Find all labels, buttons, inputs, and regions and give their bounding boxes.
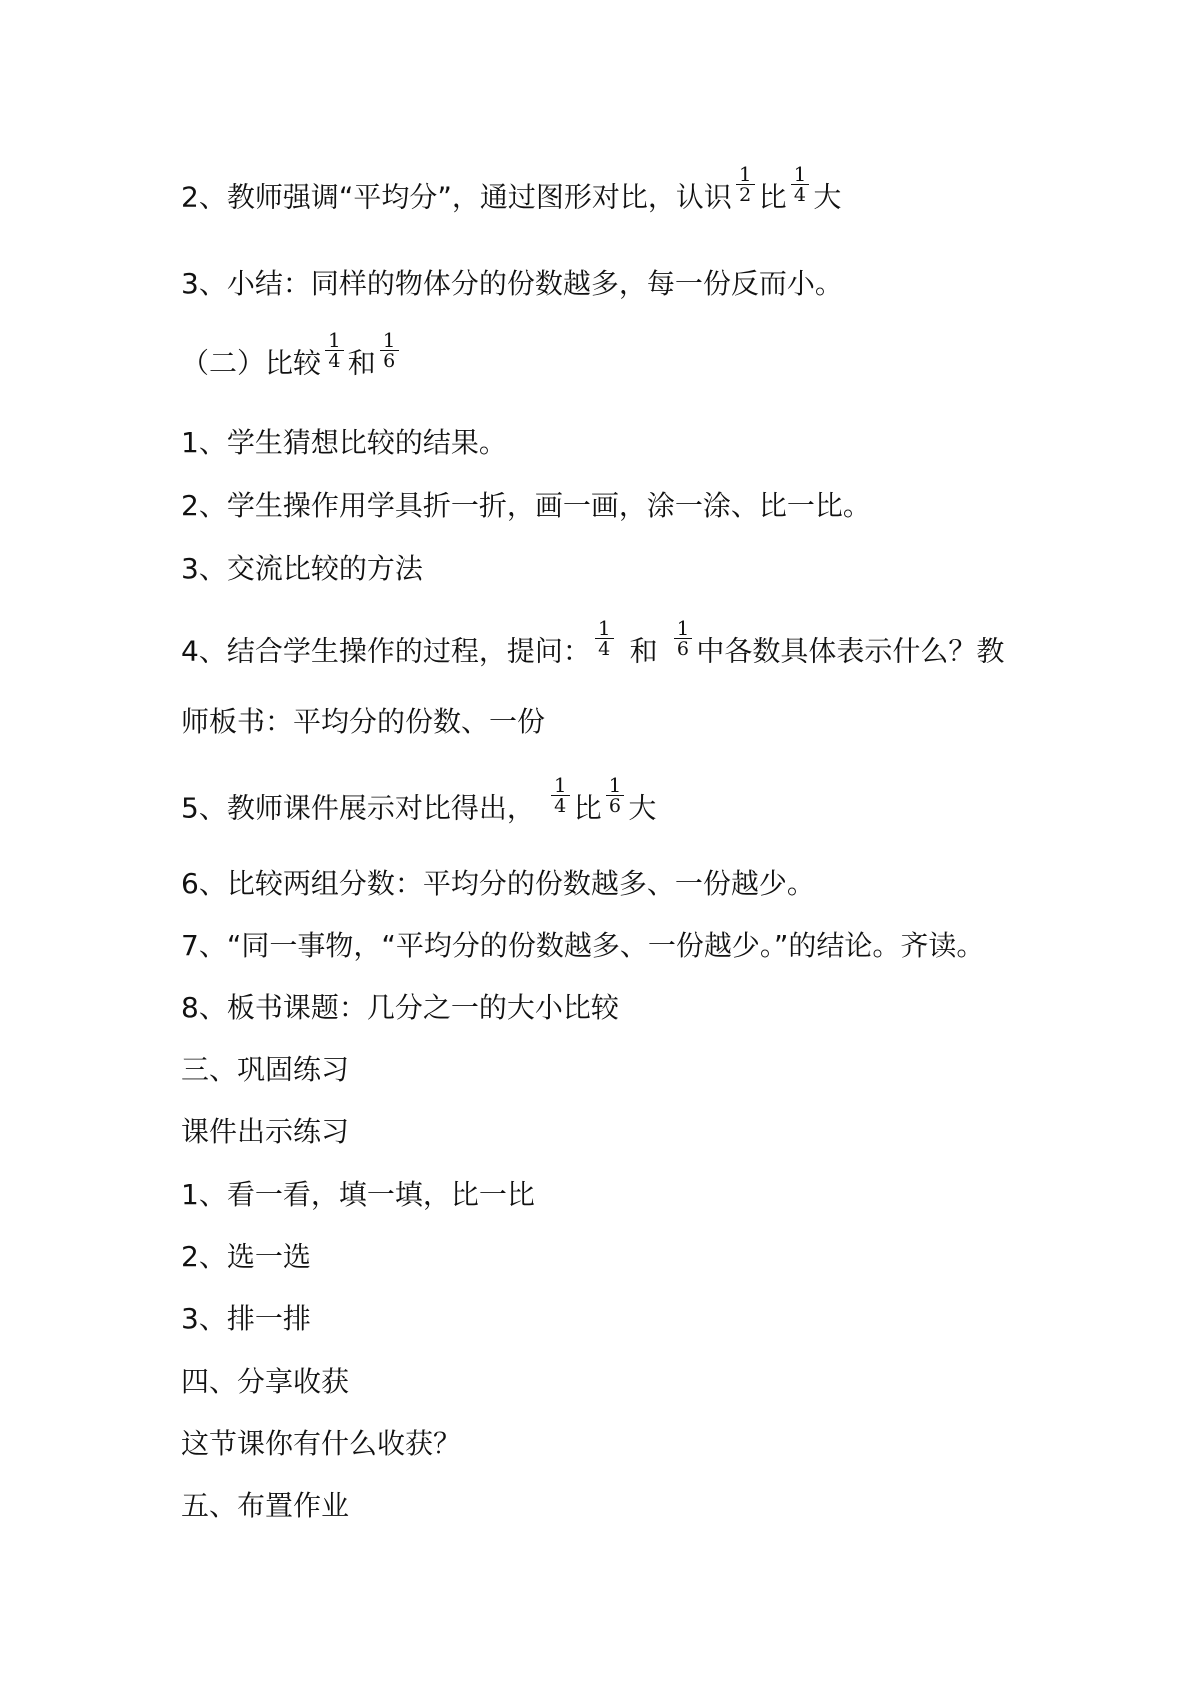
line-text: 和 <box>347 346 376 380</box>
line-exercise-3: 3、排一排 <box>181 1302 311 1335</box>
line-compare-two-groups: 6、比较两组分数：平均分的份数越多、一份越少。 <box>181 867 815 900</box>
fraction-one-sixth <box>674 618 693 659</box>
line-board-writing: 师板书：平均分的份数、一份 <box>181 705 546 738</box>
line-text: 大 <box>813 180 842 214</box>
line-exercise-1: 1、看一看，填一填，比一比 <box>181 1178 535 1211</box>
line-text: （二）比较 <box>181 346 322 380</box>
fraction-numerator: 1 <box>325 330 344 351</box>
fraction-one-quarter <box>595 618 614 659</box>
fraction-denominator: 4 <box>554 795 567 817</box>
fraction-numerator: 1 <box>674 618 693 639</box>
fraction-one-quarter <box>551 775 570 816</box>
heading-share-gains: 四、分享收获 <box>181 1365 350 1398</box>
line-text: 2、教师强调“平均分”，通过图形对比，认识 <box>181 180 732 214</box>
line-text: 比 <box>758 180 787 214</box>
fraction-denominator: 6 <box>608 795 621 817</box>
line-summary: 3、小结：同样的物体分的份数越多，每一份反而小。 <box>181 267 843 300</box>
line-question <box>181 616 1005 673</box>
section-compare-quarter-sixth <box>181 328 403 385</box>
line-text: 中各数具体表示什么？教 <box>696 634 1005 668</box>
fraction-denominator: 2 <box>739 184 752 206</box>
line-courseware-compare <box>181 773 657 830</box>
heading-consolidation: 三、巩固练习 <box>181 1053 350 1086</box>
fraction-numerator: 1 <box>595 618 614 639</box>
line-courseware-exercises: 课件出示练习 <box>181 1115 350 1148</box>
line-conclusion: 7、“同一事物，“平均分的份数越多、一份越少。”的结论。齐读。 <box>181 929 985 962</box>
line-text: 5、教师课件展示对比得出， <box>181 791 535 825</box>
fraction-numerator: 1 <box>791 164 810 185</box>
line-question-gains: 这节课你有什么收获？ <box>181 1427 462 1460</box>
line-exchange-methods: 3、交流比较的方法 <box>181 552 423 585</box>
fraction-numerator: 1 <box>736 164 755 185</box>
fraction-one-half <box>736 164 755 205</box>
line-text: 和 <box>629 634 658 668</box>
line-exercise-2: 2、选一选 <box>181 1240 311 1273</box>
line-student-guess: 1、学生猜想比较的结果。 <box>181 426 507 459</box>
fraction-one-quarter <box>791 164 810 205</box>
heading-homework: 五、布置作业 <box>181 1489 350 1522</box>
fraction-denominator: 6 <box>676 638 689 660</box>
fraction-one-sixth <box>606 775 625 816</box>
fraction-numerator: 1 <box>551 775 570 796</box>
fraction-denominator: 6 <box>383 350 396 372</box>
line-lesson-title: 8、板书课题：几分之一的大小比较 <box>181 991 619 1024</box>
line-student-operate: 2、学生操作用学具折一折，画一画，涂一涂、比一比。 <box>181 489 871 522</box>
line-text: 比 <box>573 791 602 825</box>
line-text: 大 <box>628 791 657 825</box>
fraction-denominator: 4 <box>328 350 341 372</box>
fraction-denominator: 4 <box>598 638 611 660</box>
fraction-one-quarter <box>325 330 344 371</box>
line-text: 4、结合学生操作的过程，提问： <box>181 634 591 668</box>
line-emphasize-average-division <box>181 162 842 219</box>
fraction-numerator: 1 <box>380 330 399 351</box>
fraction-one-sixth <box>380 330 399 371</box>
fraction-numerator: 1 <box>606 775 625 796</box>
fraction-denominator: 4 <box>793 184 806 206</box>
